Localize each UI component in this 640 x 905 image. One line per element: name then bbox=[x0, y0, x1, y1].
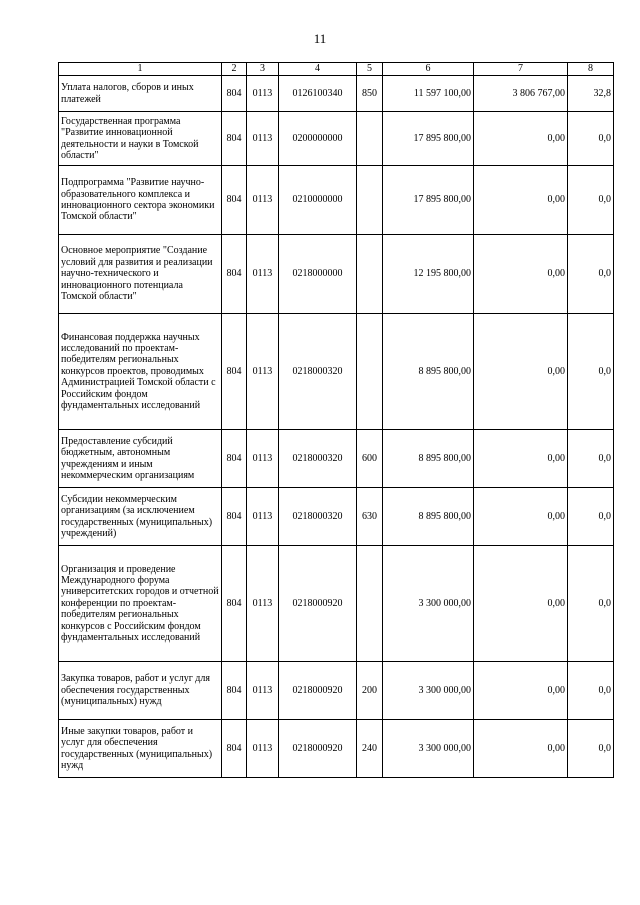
cell-actual: 3 806 767,00 bbox=[474, 76, 568, 112]
cell-expense-type: 630 bbox=[357, 488, 383, 546]
cell-expense-type: 850 bbox=[357, 76, 383, 112]
cell-actual: 0,00 bbox=[474, 314, 568, 430]
cell-target-code: 0218000920 bbox=[279, 662, 357, 720]
cell-section-code: 0113 bbox=[247, 720, 279, 778]
cell-actual: 0,00 bbox=[474, 488, 568, 546]
cell-expense-type bbox=[357, 235, 383, 314]
cell-section-code: 0113 bbox=[247, 314, 279, 430]
cell-ministry-code: 804 bbox=[222, 235, 247, 314]
cell-section-code: 0113 bbox=[247, 112, 279, 166]
cell-expense-type bbox=[357, 112, 383, 166]
table-row bbox=[59, 112, 614, 166]
page-number: 11 bbox=[313, 31, 327, 46]
cell-actual: 0,00 bbox=[474, 430, 568, 488]
cell-section-code: 0113 bbox=[247, 235, 279, 314]
cell-section-code: 0113 bbox=[247, 76, 279, 112]
cell-target-code: 0218000320 bbox=[279, 314, 357, 430]
row-name: Финансовая поддержка научных исследований по проектам-победителям региональных конкурсов проектов, проводимых Администрацией Томской области с Российским фондом фундаментальных исследований bbox=[59, 314, 222, 430]
cell-actual: 0,00 bbox=[474, 546, 568, 662]
cell-percent: 0,0 bbox=[568, 112, 614, 166]
cell-percent: 0,0 bbox=[568, 430, 614, 488]
cell-percent: 0,0 bbox=[568, 662, 614, 720]
cell-section-code: 0113 bbox=[247, 430, 279, 488]
cell-ministry-code: 804 bbox=[222, 546, 247, 662]
col-header-5: 5 bbox=[357, 63, 383, 76]
table-row bbox=[59, 430, 614, 488]
table-row bbox=[59, 662, 614, 720]
col-header-2: 2 bbox=[222, 63, 247, 76]
cell-ministry-code: 804 bbox=[222, 76, 247, 112]
row-name: Подпрограмма "Развитие научно-образовательного комплекса и инновационного сектора экономики Томской области" bbox=[59, 166, 222, 235]
row-name: Закупка товаров, работ и услуг для обеспечения государственных (муниципальных) нужд bbox=[59, 662, 222, 720]
cell-section-code: 0113 bbox=[247, 166, 279, 235]
header-row bbox=[59, 63, 614, 76]
col-header-8: 8 bbox=[568, 63, 614, 76]
row-name: Государственная программа "Развитие инновационной деятельности и науки в Томской области" bbox=[59, 112, 222, 166]
row-name: Иные закупки товаров, работ и услуг для обеспечения государственных (муниципальных) нужд bbox=[59, 720, 222, 778]
cell-actual: 0,00 bbox=[474, 166, 568, 235]
cell-expense-type bbox=[357, 314, 383, 430]
cell-ministry-code: 804 bbox=[222, 430, 247, 488]
table-row bbox=[59, 235, 614, 314]
cell-expense-type: 200 bbox=[357, 662, 383, 720]
cell-target-code: 0218000920 bbox=[279, 720, 357, 778]
table-row bbox=[59, 546, 614, 662]
row-name: Субсидии некоммерческим организациям (за исключением государственных (муниципальных) учреждений) bbox=[59, 488, 222, 546]
col-header-1: 1 bbox=[59, 63, 222, 76]
cell-target-code: 0200000000 bbox=[279, 112, 357, 166]
cell-ministry-code: 804 bbox=[222, 314, 247, 430]
cell-ministry-code: 804 bbox=[222, 488, 247, 546]
cell-expense-type: 240 bbox=[357, 720, 383, 778]
cell-plan: 3 300 000,00 bbox=[383, 720, 474, 778]
budget-table bbox=[58, 62, 614, 778]
cell-percent: 0,0 bbox=[568, 166, 614, 235]
cell-percent: 0,0 bbox=[568, 546, 614, 662]
cell-plan: 8 895 800,00 bbox=[383, 430, 474, 488]
row-name: Уплата налогов, сборов и иных платежей bbox=[59, 76, 222, 112]
cell-target-code: 0210000000 bbox=[279, 166, 357, 235]
cell-target-code: 0218000920 bbox=[279, 546, 357, 662]
cell-percent: 0,0 bbox=[568, 720, 614, 778]
cell-target-code: 0218000320 bbox=[279, 488, 357, 546]
cell-section-code: 0113 bbox=[247, 488, 279, 546]
cell-expense-type bbox=[357, 546, 383, 662]
col-header-3: 3 bbox=[247, 63, 279, 76]
cell-actual: 0,00 bbox=[474, 720, 568, 778]
table-row bbox=[59, 488, 614, 546]
cell-expense-type bbox=[357, 166, 383, 235]
cell-plan: 3 300 000,00 bbox=[383, 546, 474, 662]
cell-section-code: 0113 bbox=[247, 546, 279, 662]
cell-plan: 11 597 100,00 bbox=[383, 76, 474, 112]
cell-ministry-code: 804 bbox=[222, 720, 247, 778]
cell-actual: 0,00 bbox=[474, 112, 568, 166]
cell-percent: 0,0 bbox=[568, 314, 614, 430]
cell-percent: 0,0 bbox=[568, 235, 614, 314]
cell-ministry-code: 804 bbox=[222, 166, 247, 235]
cell-ministry-code: 804 bbox=[222, 112, 247, 166]
cell-actual: 0,00 bbox=[474, 662, 568, 720]
cell-ministry-code: 804 bbox=[222, 662, 247, 720]
cell-plan: 12 195 800,00 bbox=[383, 235, 474, 314]
cell-section-code: 0113 bbox=[247, 662, 279, 720]
cell-target-code: 0218000000 bbox=[279, 235, 357, 314]
table-row bbox=[59, 314, 614, 430]
cell-plan: 17 895 800,00 bbox=[383, 166, 474, 235]
cell-expense-type: 600 bbox=[357, 430, 383, 488]
table-row bbox=[59, 76, 614, 112]
col-header-6: 6 bbox=[383, 63, 474, 76]
row-name: Основное мероприятие "Создание условий для развития и реализации научно-технического и инновационного потенциала Томской области" bbox=[59, 235, 222, 314]
cell-plan: 3 300 000,00 bbox=[383, 662, 474, 720]
table-row bbox=[59, 720, 614, 778]
cell-target-code: 0218000320 bbox=[279, 430, 357, 488]
col-header-4: 4 bbox=[279, 63, 357, 76]
row-name: Предоставление субсидий бюджетным, автономным учреждениям и иным некоммерческим организациям bbox=[59, 430, 222, 488]
row-name: Организация и проведение Международного форума университетских городов и отчетной конференции по проектам-победителям региональных конкурсов с Российским фондом фундаментальных исследований bbox=[59, 546, 222, 662]
table-row bbox=[59, 166, 614, 235]
cell-plan: 17 895 800,00 bbox=[383, 112, 474, 166]
cell-actual: 0,00 bbox=[474, 235, 568, 314]
cell-percent: 0,0 bbox=[568, 488, 614, 546]
cell-percent: 32,8 bbox=[568, 76, 614, 112]
cell-plan: 8 895 800,00 bbox=[383, 488, 474, 546]
cell-plan: 8 895 800,00 bbox=[383, 314, 474, 430]
cell-target-code: 0126100340 bbox=[279, 76, 357, 112]
col-header-7: 7 bbox=[474, 63, 568, 76]
